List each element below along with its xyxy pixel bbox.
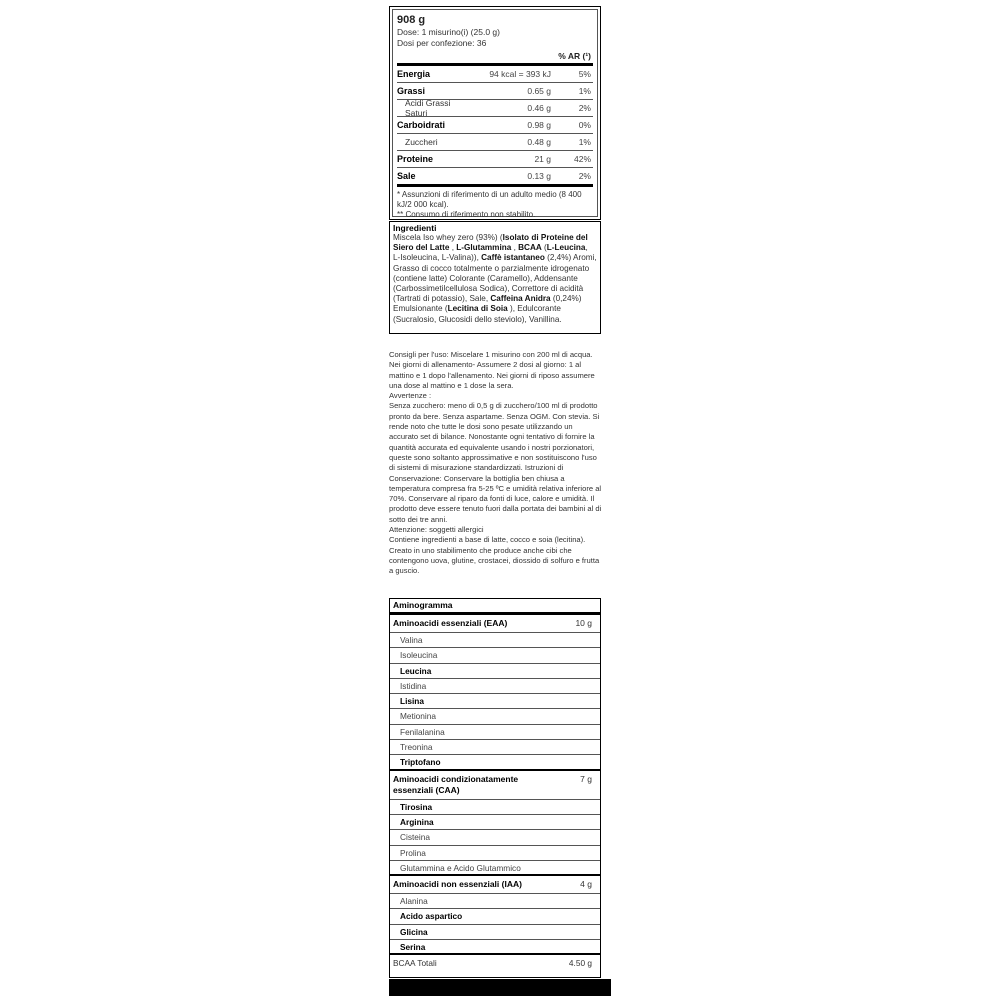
amino-item: Triptofano — [390, 755, 600, 770]
ingredients-title: Ingredienti — [393, 223, 437, 233]
package-weight: 908 g — [397, 14, 426, 26]
amino-item: Isoleucina — [390, 648, 600, 663]
eaa-group-header: Aminoacidi essenziali (EAA) 10 g — [390, 615, 600, 633]
amino-item: Treonina — [390, 740, 600, 755]
ingredients-text: Miscela Iso whey zero (93%) (Isolato di Proteine del Siero del Latte , L-Glutammina , BCAA (L-Leucina, L-Isoleucina, L-Valina)), Caffè istantaneo (2,4%) Aromi, Grasso di cocco totalmente o parzialmente idrogenato (contiene latte) Colorante (Caramello), Addensante (Carbossimetilcellulosa Sodica), Correttore di acidità (Tartrati di potassio), Sale, Caffeina Anidra (0,24%) Emulsionante (Lecitina di Soia ), Edulcorante (Sucralosio, Glucosidi dello steviolo), Vanillina. — [393, 233, 597, 324]
ingredient-caffeine: Caffeina Anidra — [490, 294, 551, 304]
nutrient-row-fat: Grassi 0.65 g 1% — [397, 83, 593, 100]
allergen-soy-lecithin: Lecitina di Soia — [447, 304, 508, 314]
amino-item: Fenilalanina — [390, 725, 600, 740]
nutrient-row-energy: Energia 94 kcal = 393 kJ 5% — [397, 66, 593, 83]
amino-item: Glutammina e Acido Glutammico — [390, 861, 600, 876]
ingredients-panel — [389, 221, 601, 334]
ingredient-instant-coffee: Caffè istantaneo — [481, 253, 545, 263]
aminogram-title: Aminogramma — [390, 599, 600, 615]
bcaa-total-row: BCAA Totali 4.50 g — [393, 958, 592, 969]
reference-intake-header: % AR (¹) — [397, 51, 593, 66]
allergen-whey-isolate: Isolato di Proteine del Siero del Latte — [393, 233, 588, 253]
nutrient-row-salt: Sale 0.13 g 2% — [397, 168, 593, 187]
caa-group-header: Aminoacidi condizionatamente essenziali (CAA) 7 g — [390, 771, 600, 800]
amino-item: Arginina — [390, 815, 600, 830]
usage-instructions — [389, 350, 602, 577]
nutrient-row-sugars: Zuccheri 0.48 g 1% — [397, 134, 593, 151]
nutrient-row-protein: Proteine 21 g 42% — [397, 151, 593, 168]
amino-item: Metionina — [390, 709, 600, 724]
reference-consumption-footnote: ** Consumo di riferimento non stabilito. — [397, 210, 536, 219]
amino-item: Istidina — [390, 679, 600, 694]
reference-intake-footnote: * Assunzioni di riferimento di un adulto medio (8 400 kJ/2 000 kcal). — [397, 190, 582, 209]
usage-directions: Consigli per l'uso: Miscelare 1 misurino con 200 ml di acqua. Nei giorni di allenamento- Assumere 2 dosi al giorno: 1 al mattino e 1 dopo l'allenamento. Nei giorni di riposo assumere una dose al mattino e 1 dose la sera. — [389, 350, 595, 390]
amino-item: Cisteina — [390, 830, 600, 845]
nutrient-row-saturated-fat: Acidi Grassi Saturi 0.46 g 2% — [397, 100, 593, 117]
serving-dose: Dose: 1 misurino(i) (25.0 g) — [397, 27, 500, 37]
amino-item: Acido aspartico — [390, 909, 600, 924]
amino-item: Leucina — [390, 664, 600, 679]
servings-per-container: Dosi per confezione: 36 — [397, 37, 487, 48]
allergen-leucine: L-Leucina — [546, 243, 586, 253]
aminogram-table — [389, 598, 601, 978]
allergen-glutamine: L-Glutammina — [456, 243, 512, 253]
amino-item: Serina — [390, 940, 600, 955]
nutrition-facts-panel — [389, 6, 601, 220]
amino-item: Valina — [390, 633, 600, 648]
nutrient-row-carbohydrates: Carboidrati 0.98 g 0% — [397, 117, 593, 134]
amino-item: Glicina — [390, 925, 600, 940]
amino-item: Lisina — [390, 694, 600, 709]
amino-item: Alanina — [390, 894, 600, 909]
footer-black-bar — [389, 979, 611, 996]
allergy-text: Contiene ingredienti a base di latte, cocco e soia (lecitina). Creato in uno stabilimento che produce anche cibi che contengono uova, glutine, crostacei, diossido di solfuro e frutta a guscio. — [389, 535, 600, 576]
amino-item: Prolina — [390, 846, 600, 861]
allergen-bcaa: BCAA — [518, 243, 542, 253]
warnings-heading: Avvertenze : — [389, 391, 432, 401]
iaa-group-header: Aminoacidi non essenziali (IAA) 4 g — [390, 876, 600, 894]
amino-item: Tirosina — [390, 800, 600, 815]
allergy-heading: Attenzione: soggetti allergici — [389, 525, 484, 535]
warnings-text: Senza zucchero: meno di 0,5 g di zucchero/100 ml di prodotto pronto da bere. Senza aspartame. Senza OGM. Con stevia. Si rende noto che tutte le dosi sono pesate utilizzando un accurato set di bilance. Nonostante ogni tentativo di fornire la quantità accurata ed equivalente usando i nostri porzionatori, queste sono soltanto approssimative e non sostituiscono l'uso di sistemi di misurazione standardizzati. Istruzioni di Conservazione: Conservare la bottiglia ben chiusa a temperatura compresa fra 5-25 ºC e umidità relativa inferiore al 70%. Conservare al riparo da fonti di luce, calore e umidità. Il prodotto deve essere tenuto fuori dalla portata dei bambini al di sotto dei tre anni. — [389, 401, 602, 524]
